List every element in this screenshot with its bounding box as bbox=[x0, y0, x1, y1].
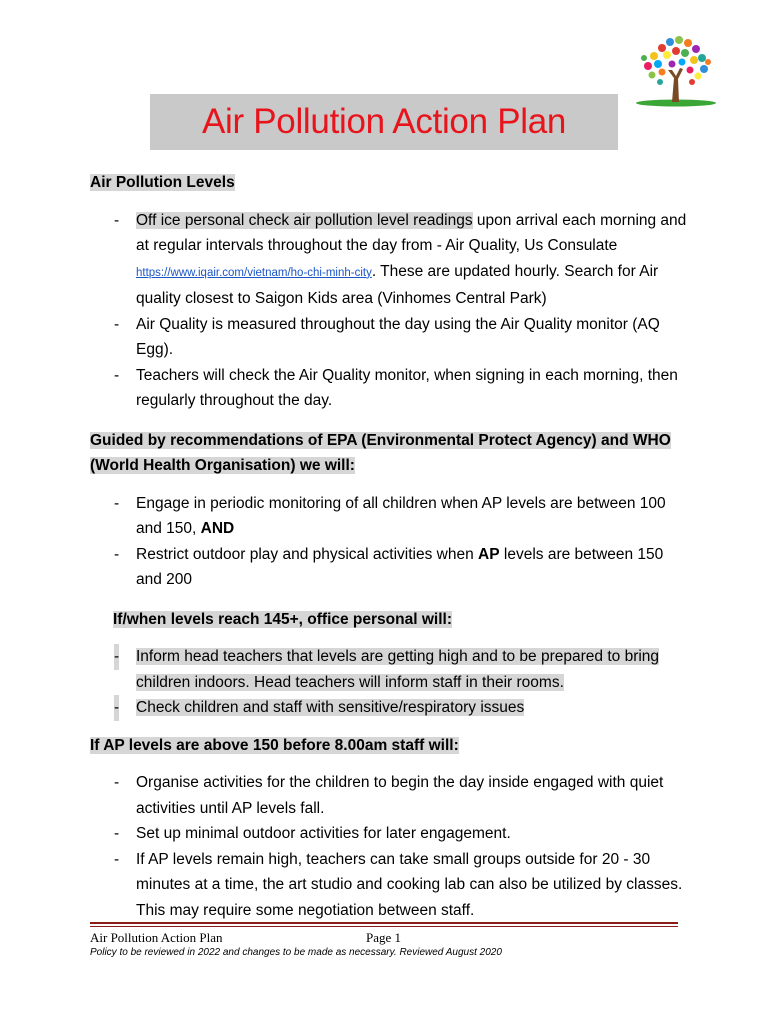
list-item: - Organise activities for the children to begin the day inside engaged with quiet activities until AP levels fall. bbox=[114, 774, 664, 817]
list-item: - If AP levels remain high, teachers can take small groups outside for 20 - 30 minutes at a time, the art studio and cooking lab can also be utilized by classes. This may require some negotiation between staff. bbox=[114, 850, 683, 919]
list-item: - Restrict outdoor play and physical activities when AP levels are between 150 and 200 bbox=[114, 545, 664, 588]
list-item: - Off ice personal check air pollution level readings upon arrival each morning and at regular intervals throughout the day from - Air Quality, Us Consulate https://www.iqair.com/vietnam/ho-chi-minh-city. These are updated hourly. Search for Air quality closest to Saigon Kids area (Vinhomes Central Park) bbox=[114, 211, 687, 307]
footer-doc-title: Air Pollution Action Plan bbox=[90, 930, 223, 945]
footer-page-number: Page 1 bbox=[366, 930, 402, 945]
page-title: Air Pollution Action Plan bbox=[201, 102, 567, 141]
list-item: - Inform head teachers that levels are getting high and to be prepared to bring children indoors. Head teachers will inform staff in their rooms. bbox=[90, 644, 690, 695]
levels-list bbox=[90, 208, 690, 414]
iqair-link[interactable]: https://www.iqair.com/vietnam/ho-chi-minh-city bbox=[136, 266, 372, 279]
guided-list bbox=[90, 491, 690, 593]
section-heading-above150: If AP levels are above 150 before 8.00am staff will: bbox=[90, 736, 459, 754]
footer-review-note: Policy to be reviewed in 2022 and changes to be made as necessary. Reviewed August 2020 bbox=[90, 947, 502, 958]
above150-list bbox=[90, 770, 690, 923]
footer-rule bbox=[90, 922, 678, 924]
section-heading-levels: Air Pollution Levels bbox=[90, 174, 235, 191]
section-heading-reach145: If/when levels reach 145+, office personal will: bbox=[113, 610, 452, 628]
tree-logo-icon bbox=[632, 28, 720, 108]
document-body bbox=[90, 170, 690, 923]
reach145-list bbox=[90, 644, 690, 721]
footer-rule-thin bbox=[90, 926, 678, 927]
section-heading-guided: Guided by recommendations of EPA (Environmental Protect Agency) and WHO (World Health Organisation) we will: bbox=[90, 431, 671, 474]
title-banner bbox=[150, 94, 618, 150]
list-item: - Air Quality is measured throughout the day using the Air Quality monitor (AQ Egg). bbox=[114, 315, 660, 358]
list-item: - Check children and staff with sensitive/respiratory issues bbox=[90, 695, 690, 721]
list-item: - Engage in periodic monitoring of all children when AP levels are between 100 and 150, AND bbox=[114, 494, 666, 537]
list-item: - Set up minimal outdoor activities for later engagement. bbox=[114, 825, 511, 842]
list-item: - Teachers will check the Air Quality monitor, when signing in each morning, then regularly throughout the day. bbox=[114, 366, 678, 409]
